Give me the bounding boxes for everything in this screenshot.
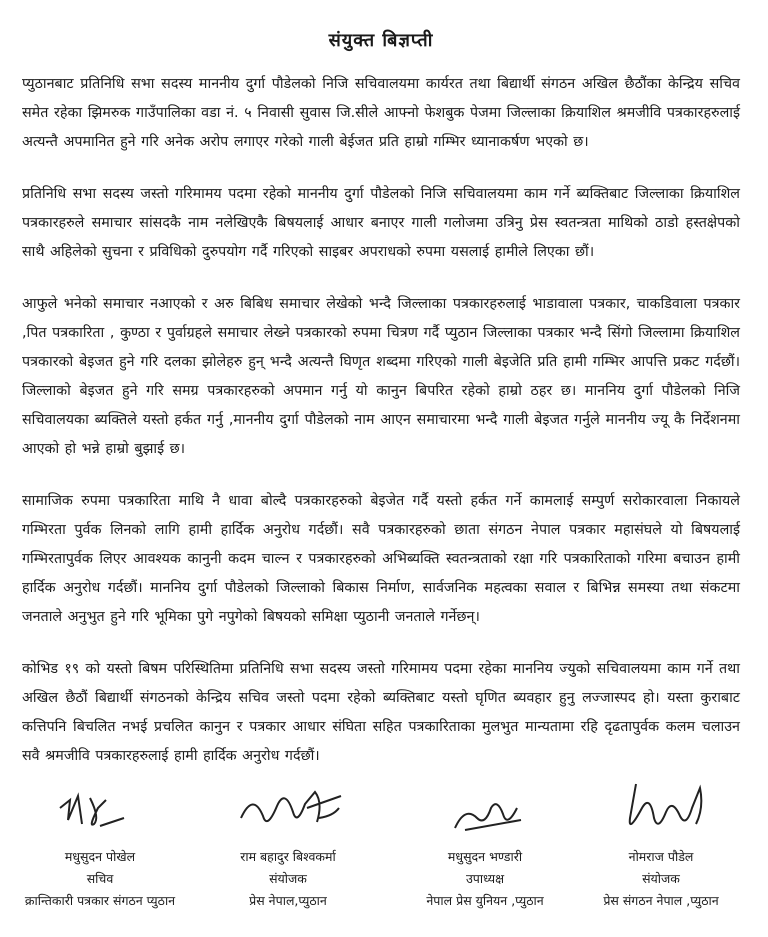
signatory-1 [5,778,195,912]
signatory-3-org: नेपाल प्रेस युनियन ,प्युठान [426,893,544,908]
paragraph-3: आफुले भनेको समाचार नआएको र अरु बिबिध समाचार लेखेको भन्दै जिल्लाका पत्रकारहरुलाई भाडावाला पत्रकार, चाकडिवाला पत्रकार ,पित पत्रकारिता , कुण्ठा र पुर्वाग्रहले समाचार लेख्ने पत्रकारको रुपमा चित्रण गर्दै प्युठान जिल्लाका पत्रकार भन्दै सिंगो जिल्लामा क्रियाशिल पत्रकारको बेइजत हुने गरि दलका झोलेहरु हुन् भन्दै अत्यन्तै घिणृत शब्दमा गरिएको गाली बेइजेति प्रति हामी गम्भिर आपत्ति प्रकट गर्दछौं। जिल्लाको बेइजत हुने गरि समग्र पत्रकारहरुको अपमान गर्नु यो कानुन बिपरित रहेको हाम्रो ठहर छ। माननिय दुर्गा पौडेलको निजि सचिवालयका ब्यक्तिले यस्तो हर्कत गर्नु ,माननीय दुर्गा पौडेलको नाम आएन समाचारमा भन्दै गाली बेइजत गर्नुले माननीय ज्यू कै निर्देशनमा आएको हो भन्ने हाम्रो बुझाई छ। [22,296,740,457]
document-title: संयुक्त बिज्ञप्ती [328,30,434,51]
signatory-4-org: प्रेस संगठन नेपाल ,प्युठान [603,893,719,908]
signatory-3 [390,778,580,912]
signature-3-scribble [425,778,545,846]
paragraph-2: प्रतिनिधि सभा सदस्य जस्तो गरिमामय पदमा रहेको माननीय दुर्गा पौडेलको निजि सचिवालयमा काम गर्ने ब्यक्तिबाट जिल्लाका क्रियाशिल पत्रकारहरुले समाचार सांसदकै नाम नलेखिएकै बिषयलाई आधार बनाएर गाली गलोजमा उत्रिनु प्रेस स्वतन्त्रता माथिको ठाडो हस्तक्षेपको साथै अहिलेको सुचना र प्रविधिको दुरुपयोग गर्दै गरिएको साइबर अपराधको रुपमा यसलाई हामीले लिएका छौं। [22,186,740,260]
signatory-4-role: संयोजक [642,871,680,886]
paragraph-5: कोभिड १९ को यस्तो बिषम परिस्थितिमा प्रतिनिधि सभा सदस्य जस्तो गरिमामय पदमा रहेका माननिय ज्युको सचिवालयमा काम गर्ने तथा अखिल छैठौं बिद्यार्थी संगठनको केन्द्रिय सचिव जस्तो पदमा रहेको ब्यक्तिबाट यस्तो घृणित ब्यवहार हुनु लज्जास्पद हो। यस्ता कुराबाट कत्तिपनि बिचलित नभई प्रचलित कानुन र पत्रकार आधार संघिता सहित पत्रकारिताका मुलभुत मान्यतामा रहि दृढतापुर्वक कलम चलाउन सवै श्रमजीवि पत्रकारहरुलाई हामी हार्दिक अनुरोध गर्दछौं। [22,661,740,764]
signatures-section [0,778,768,928]
signatory-2-name: राम बहादुर बिश्वकर्मा [240,849,336,864]
signatory-4 [566,778,756,912]
signatory-3-name: मधुसुदन भण्डारी [447,849,523,864]
signatory-1-name: मधुसुदन पोखेल [64,849,136,864]
signatory-2-role: संयोजक [269,871,307,886]
signatory-4-name: नोमराज पौडेल [628,849,694,864]
signature-1-scribble [40,778,160,846]
signature-2-scribble [223,778,353,846]
paragraph-4: सामाजिक रुपमा पत्रकारिता माथि नै धावा बोल्दै पत्रकारहरुको बेइजेत गर्दै यस्तो हर्कत गर्ने कामलाई सम्पुर्ण सरोकारवाला निकायले गम्भिरता पुर्वक लिनको लागि हामी हार्दिक अनुरोध गर्दछौं। सवै पत्रकारहरुको छाता संगठन नेपाल पत्रकार महासंघले यो बिषयलाई गम्भिरतापुर्वक लिएर आवश्यक कानुनी कदम चाल्न र पत्रकारहरुको अभिब्यक्ति स्वतन्त्रताको रक्षा गरि पत्रकारिताको गरिमा बचाउन हामी हार्दिक अनुरोध गर्दछौं। माननिय दुर्गा पौडेलको जिल्लाको बिकास निर्माण, सार्वजनिक महत्वका सवाल र बिभिन्न समस्या तथा संकटमा जनताले अनुभुत हुने गरि भूमिका पुगे नपुगेको बिषयको समिक्षा प्युठानी जनताले गर्नेछन्। [22,493,740,625]
signatory-3-role: उपाध्यक्ष [465,871,505,886]
signatory-1-org: क्रान्तिकारी पत्रकार संगठन प्युठान [24,893,176,908]
signatory-2 [193,778,383,912]
signatory-2-org: प्रेस नेपाल,प्युठान [249,893,327,908]
signatory-1-role: सचिव [86,871,114,886]
signature-4-scribble [596,778,726,846]
paragraph-1: प्युठानबाट प्रतिनिधि सभा सदस्य माननीय दुर्गा पौडेलको निजि सचिवालयमा कार्यरत तथा बिद्यार्थी संगठन अखिल छैठौंका केन्द्रिय सचिव समेत रहेका झिमरुक गाउँपालिका वडा नं. ५ निवासी सुवास जि.सीले आफ्नो फेशबुक पेजमा जिल्लाका क्रियाशिल श्रमजीवि पत्रकारहरुलाई अत्यन्तै अपमानित हुने गरि अनेक अरोप लगाएर गरेको गाली बेईजत प्रति हाम्रो गम्भिर ध्यानाकर्षण भएको छ। [22,76,740,150]
